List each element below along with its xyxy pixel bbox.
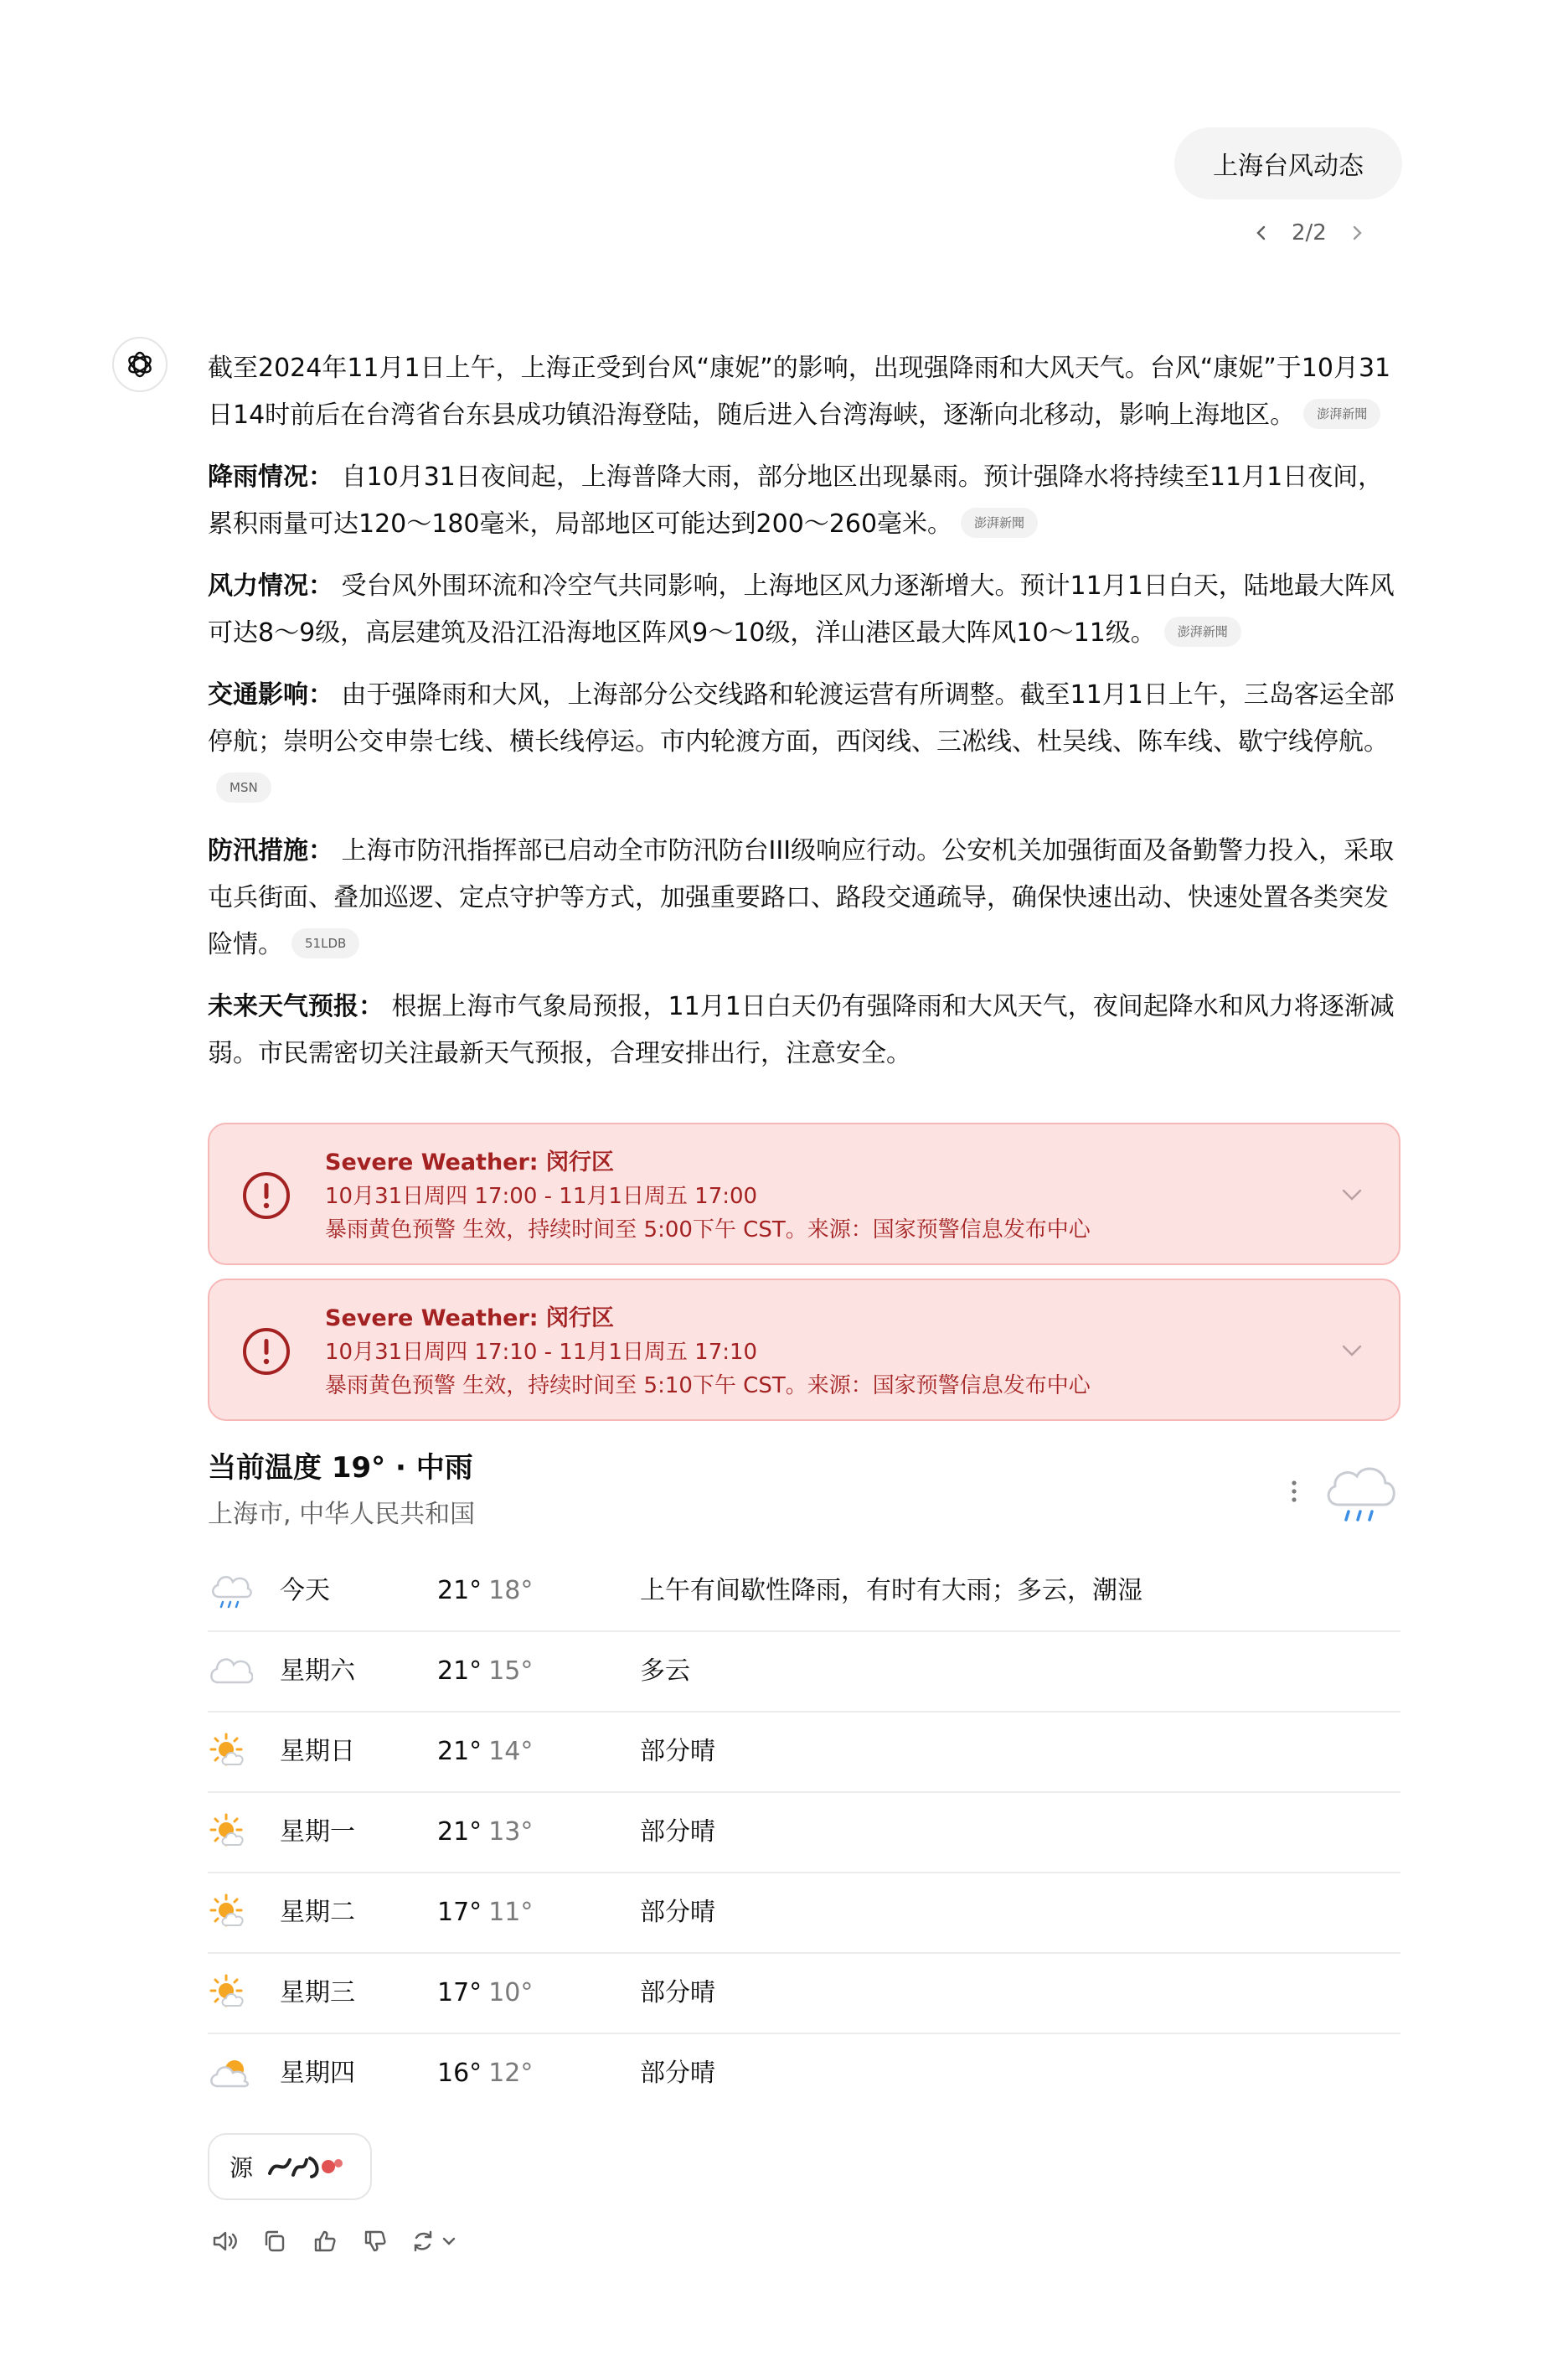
forecast-description: 多云 <box>640 1656 690 1686</box>
rain-cloud-icon <box>208 1570 253 1612</box>
answer-section-rain: 降雨情况： 自10月31日夜间起，上海普降大雨，部分地区出现暴雨。预计强降水将持续至11月1日夜间，累积雨量可达120～180毫米，局部地区可能达到200～260毫米。 澎湃新聞 <box>208 462 1384 539</box>
regenerate-icon[interactable] <box>409 2224 462 2258</box>
partly-sunny-icon <box>208 1811 253 1853</box>
alert-detail: 暴雨黄色预警 生效，持续时间至 5:10下午 CST。来源：国家预警信息发布中心 <box>325 1373 1091 1398</box>
alert-detail: 暴雨黄色预警 生效，持续时间至 5:00下午 CST。来源：国家预警信息发布中心 <box>325 1217 1091 1242</box>
forecast-day: 星期一 <box>280 1817 355 1847</box>
thumbs-down-icon[interactable] <box>358 2224 392 2258</box>
forecast-description: 部分晴 <box>640 1817 715 1847</box>
chevron-down-icon[interactable] <box>1337 1335 1367 1366</box>
current-weather-title: 当前温度 19° · 中雨 <box>208 1451 473 1485</box>
response-pager <box>1245 214 1374 251</box>
weather-location: 上海市, 中华人民共和国 <box>208 1500 476 1529</box>
forecast-high: 17° <box>437 1898 482 1927</box>
section-heading: 交通影响： <box>208 680 333 710</box>
sources-button[interactable] <box>208 2133 372 2200</box>
forecast-temps <box>437 1552 533 1630</box>
partly-sunny-icon <box>208 1731 253 1773</box>
copy-icon[interactable] <box>258 2224 291 2258</box>
user-message-bubble <box>1174 127 1402 199</box>
forecast-high: 17° <box>437 1978 482 2007</box>
section-heading: 风力情况： <box>208 571 333 601</box>
sources-label: 源 <box>230 2154 254 2182</box>
partly-cloudy-icon <box>208 2053 253 2095</box>
section-heading: 未来天气预报： <box>208 992 384 1021</box>
alert-title: Severe Weather: 闵行区 <box>325 1305 615 1331</box>
thumbs-up-icon[interactable] <box>308 2224 342 2258</box>
message-actions <box>208 2220 462 2262</box>
section-heading: 防汛措施： <box>208 836 333 865</box>
answer-section-forecast: 未来天气预报： 根据上海市气象局预报，11月1日白天仍有强降雨和大风天气，夜间起降水和风力将逐渐减弱。市民需密切关注最新天气预报，合理安排出行，注意安全。 <box>208 992 1395 1068</box>
read-aloud-icon[interactable] <box>208 2224 241 2258</box>
alert-exclamation-icon <box>241 1170 291 1221</box>
openai-logo-icon <box>123 348 157 381</box>
source-logo-icon <box>265 2150 348 2183</box>
partly-sunny-icon <box>208 1892 253 1934</box>
answer-section-flood: 防汛措施： 上海市防汛指挥部已启动全市防汛防台III级响应行动。公安机关加强街面及备勤警力投入，采取屯兵街面、叠加巡逻、定点守护等方式，加强重要路口、路段交通疏导，确保快速出动、快速处置各类突发险情。 51LDB <box>208 836 1395 959</box>
forecast-row <box>208 1873 1400 1954</box>
forecast-description: 上午有间歇性降雨，有时有大雨；多云，潮湿 <box>640 1576 1142 1605</box>
chevron-right-icon[interactable] <box>1340 216 1374 250</box>
forecast-temps <box>437 1713 533 1791</box>
forecast-low: 15° <box>488 1656 534 1686</box>
answer-section-wind: 风力情况： 受台风外围环流和冷空气共同影响，上海地区风力逐渐增大。预计11月1日白天，陆地最大阵风可达8～9级，高层建筑及沿江沿海地区阵风9～10级，洋山港区最大阵风10～11级。 澎湃新聞 <box>208 571 1395 648</box>
answer-intro: 截至2024年11月1日上午，上海正受到台风“康妮”的影响，出现强降雨和大风天气。台风“康妮”于10月31日14时前后在台湾省台东县成功镇沿海登陆，随后进入台湾海峡，逐渐向北移动，影响上海地区。 澎湃新聞 <box>208 354 1391 430</box>
forecast-low: 13° <box>488 1817 534 1847</box>
forecast-day: 星期三 <box>280 1978 355 2007</box>
forecast-high: 16° <box>437 2059 482 2088</box>
forecast-low: 11° <box>488 1898 534 1927</box>
alert-title: Severe Weather: 闵行区 <box>325 1150 615 1175</box>
forecast-row <box>208 1713 1400 1793</box>
forecast-temps <box>437 1632 533 1711</box>
assistant-answer <box>208 345 1400 1093</box>
forecast-day: 星期日 <box>280 1737 355 1766</box>
alert-exclamation-icon <box>241 1326 291 1377</box>
cloud-icon <box>208 1651 253 1692</box>
forecast-temps <box>437 1873 533 1952</box>
rain-cloud-icon <box>1320 1456 1399 1528</box>
source-chip[interactable]: 澎湃新聞 <box>961 508 1038 538</box>
forecast-high: 21° <box>437 1576 482 1605</box>
severe-weather-alert[interactable] <box>208 1123 1400 1265</box>
forecast-list <box>208 1552 1400 2113</box>
forecast-temps <box>437 2034 533 2113</box>
severe-weather-alert[interactable] <box>208 1279 1400 1421</box>
forecast-low: 10° <box>488 1978 534 2007</box>
section-heading: 降雨情况： <box>208 462 333 492</box>
forecast-day: 星期二 <box>280 1898 355 1927</box>
source-chip[interactable]: 澎湃新聞 <box>1303 399 1380 429</box>
more-options-icon[interactable] <box>1282 1473 1307 1510</box>
forecast-row <box>208 1632 1400 1713</box>
forecast-high: 21° <box>437 1656 482 1686</box>
forecast-row <box>208 1793 1400 1873</box>
source-chip[interactable]: MSN <box>216 772 271 803</box>
pager-label: 2/2 <box>1292 220 1327 245</box>
answer-section-traffic: 交通影响： 由于强降雨和大风，上海部分公交线路和轮渡运营有所调整。截至11月1日上午，三岛客运全部停航；崇明公交申崇七线、横长线停运。市内轮渡方面，西闵线、三凇线、杜吴线、陈车线、歇宁线停航。MSN <box>208 672 1400 813</box>
alert-time: 10月31日周四 17:10 - 11月1日周五 17:10 <box>325 1340 758 1365</box>
forecast-low: 14° <box>488 1737 534 1766</box>
forecast-description: 部分晴 <box>640 1978 715 2007</box>
alert-time: 10月31日周四 17:00 - 11月1日周五 17:00 <box>325 1184 758 1209</box>
forecast-temps <box>437 1793 533 1872</box>
forecast-row <box>208 1954 1400 2034</box>
forecast-temps <box>437 1954 533 2033</box>
source-chip[interactable]: 51LDB <box>291 928 359 958</box>
forecast-low: 12° <box>488 2059 534 2088</box>
forecast-day: 今天 <box>280 1576 330 1605</box>
chevron-left-icon[interactable] <box>1245 216 1278 250</box>
source-chip[interactable]: 澎湃新聞 <box>1164 617 1241 647</box>
forecast-day: 星期四 <box>280 2059 355 2088</box>
forecast-day: 星期六 <box>280 1656 355 1686</box>
forecast-description: 部分晴 <box>640 1737 715 1766</box>
forecast-description: 部分晴 <box>640 2059 715 2088</box>
forecast-row <box>208 2034 1400 2113</box>
forecast-low: 18° <box>488 1576 534 1605</box>
assistant-avatar <box>112 337 168 392</box>
forecast-row <box>208 1552 1400 1632</box>
chevron-down-icon[interactable] <box>1337 1180 1367 1210</box>
user-message-text: 上海台风动态 <box>1213 152 1364 181</box>
forecast-description: 部分晴 <box>640 1898 715 1927</box>
forecast-high: 21° <box>437 1737 482 1766</box>
partly-sunny-icon <box>208 1972 253 2014</box>
forecast-high: 21° <box>437 1817 482 1847</box>
